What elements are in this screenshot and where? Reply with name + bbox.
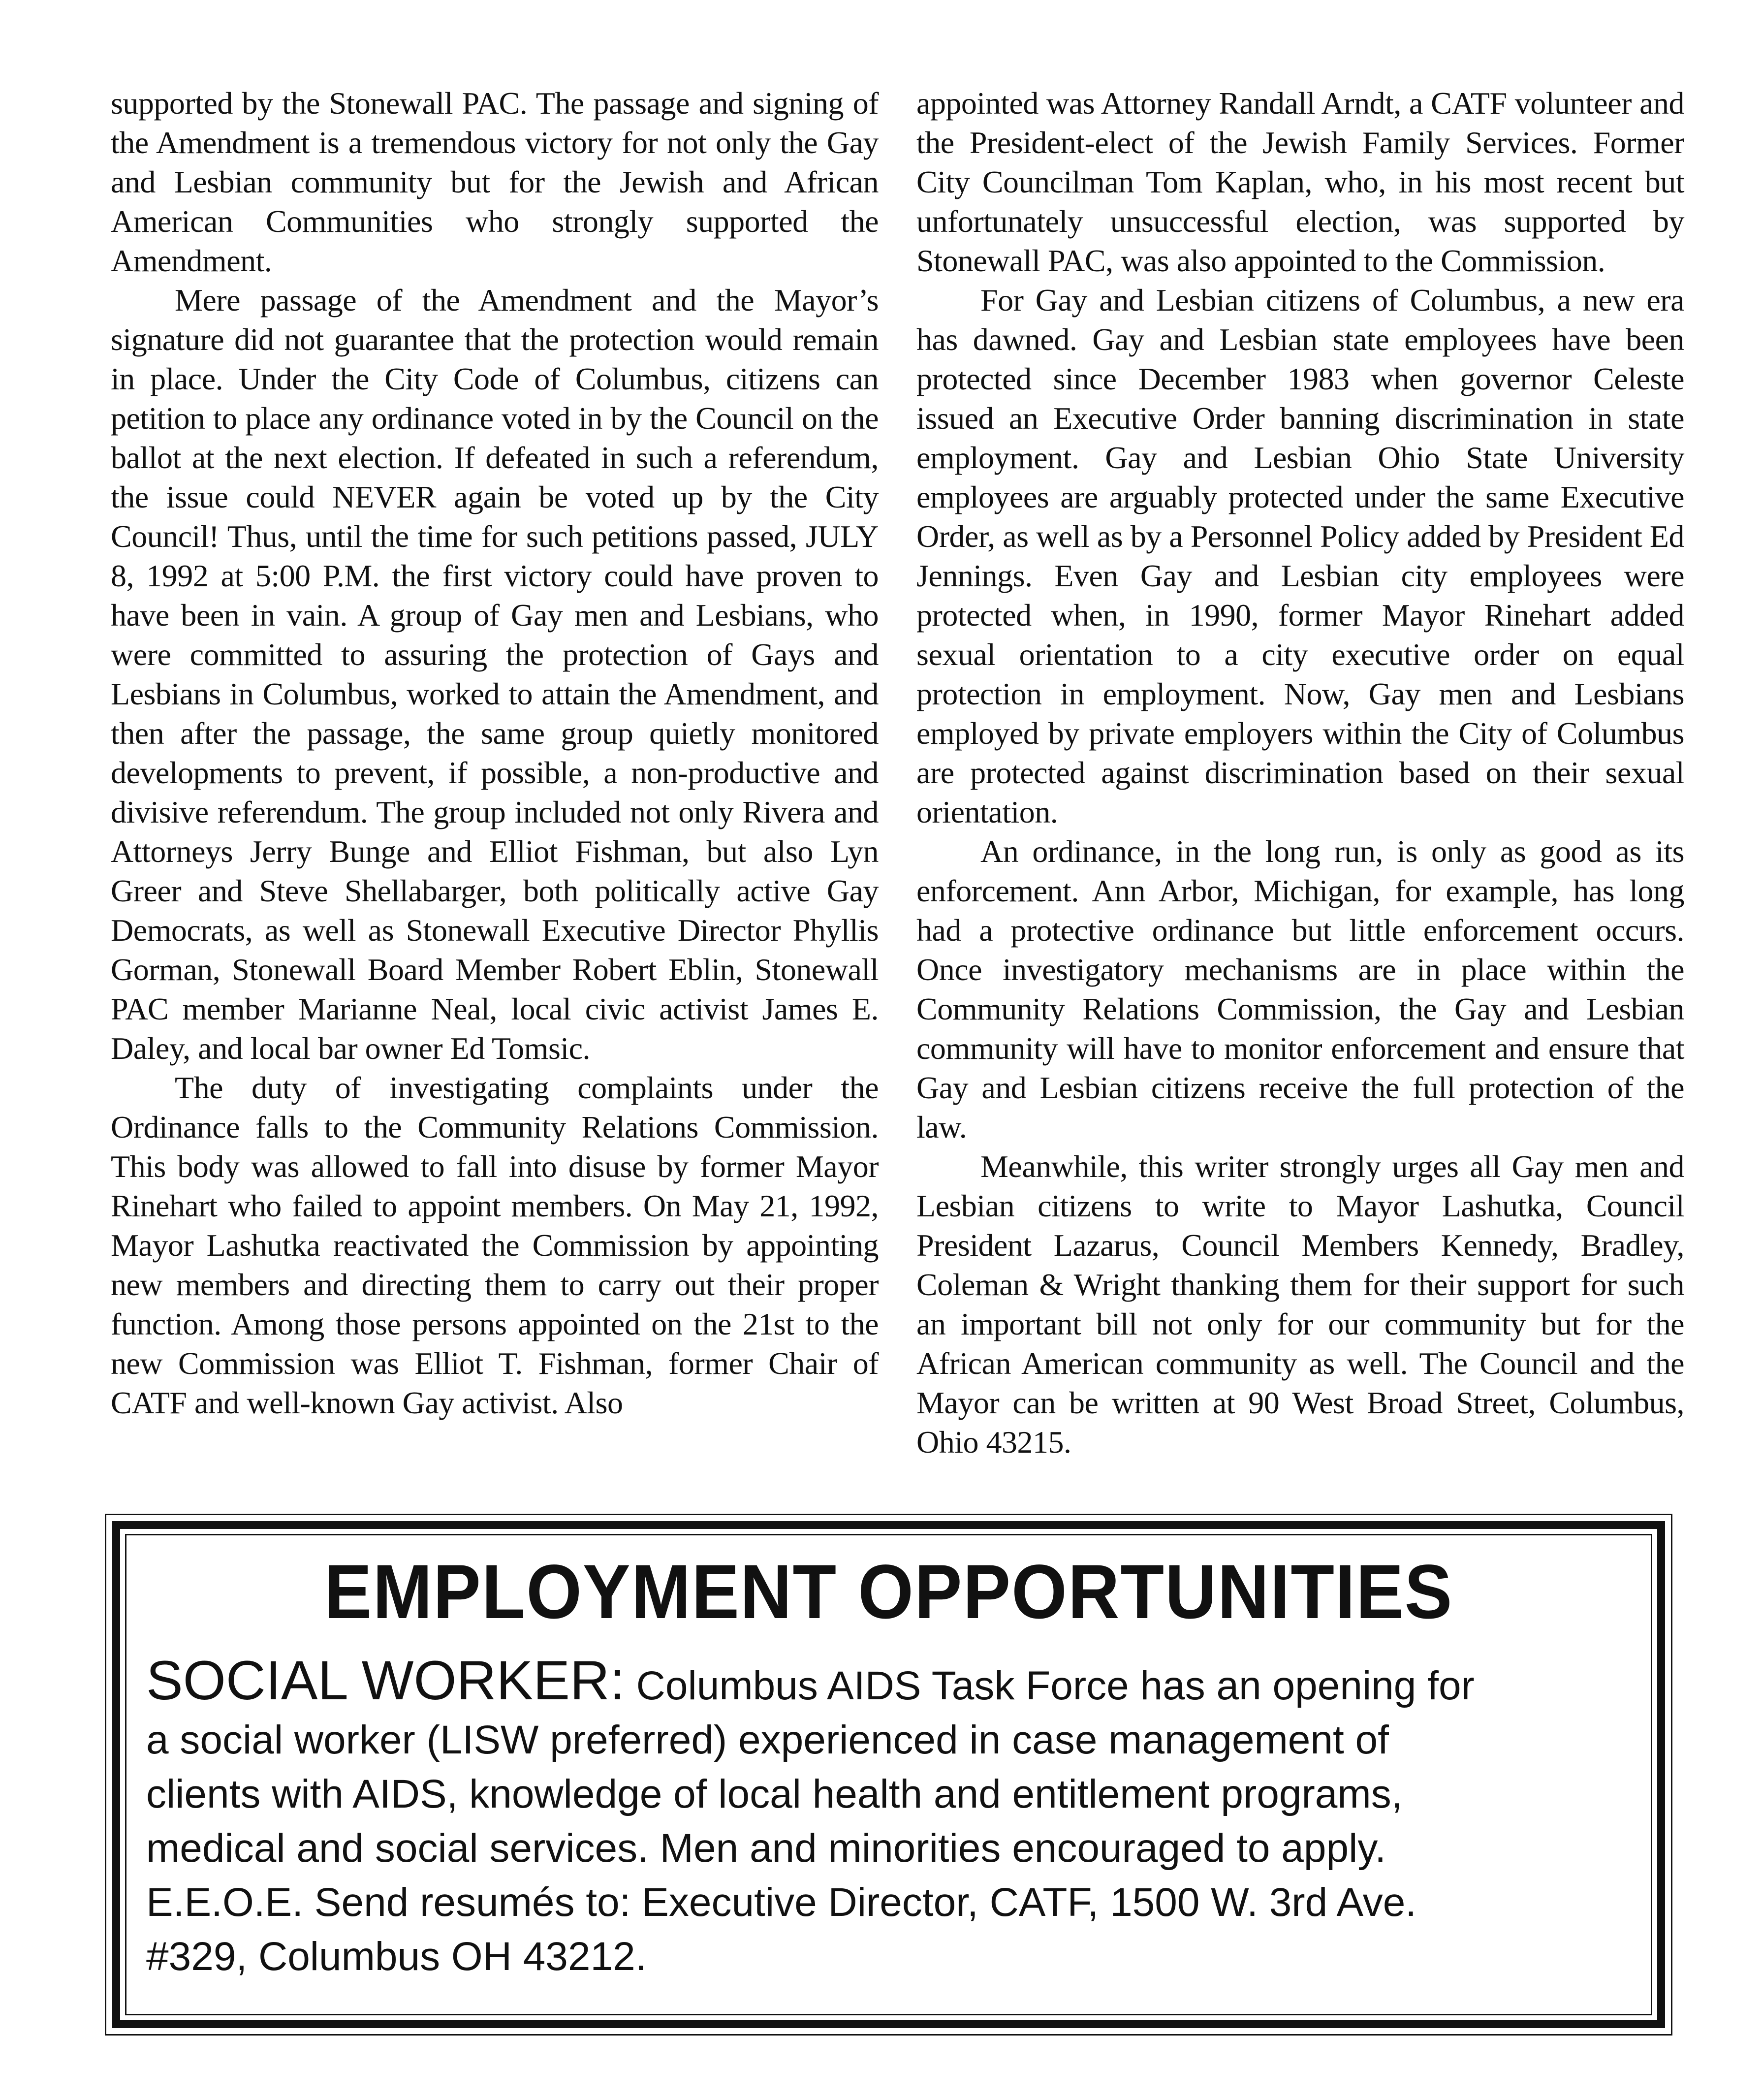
article-paragraph: appointed was Attorney Randall Arndt, a CATF volunteer and the President-elect of the Jewish Family Services. Former City Councilman Tom Kaplan, who, in his most recent but unfortunately unsuccessful election, was supported by Stonewall PAC, was also appointed to the Commission. [916,86,1684,278]
ad-border-inner [125,1534,1652,2015]
article-paragraph: For Gay and Lesbian citizens of Columbus, a new era has dawned. Gay and Lesbian state employees have been protected since December 1983 when governor Celeste issued an Executive Order banning discrimination in state employment. Gay and Lesbian Ohio State University employees are arguably protected under the same Executive Order, as well as by a Personnel Policy added by President Ed Jennings. Even Gay and Lesbian city employees were protected when, in 1990, former Mayor Rinehart added sexual orientation to a city executive order on equal protection in employment. Now, Gay men and Lesbians employed by private employers within the City of Columbus are protected against discrimination based on their sexual orientation. [916,283,1684,829]
article-left-column [111,84,879,1423]
article-paragraph: Mere passage of the Amendment and the Mayor’s signature did not guarantee that the protection would remain in place. Under the City Code of Columbus, citizens can petition to place any ordinance voted in by the Council on the ballot at the next election. If defeated in such a referendum, the issue could NEVER again be voted up by the City Council! Thus, until the time for such petitions passed, JULY 8, 1992 at 5:00 P.M. the first victory could have proven to have been in vain. A group of Gay men and Lesbians, who were committed to assuring the protection of Gays and Lesbians in Columbus, worked to attain the Amendment, and then after the passage, the same group quietly monitored developments to prevent, if possible, a non-productive and divisive referendum. The group included not only Rivera and Attorneys Jerry Bunge and Elliot Fishman, but also Lyn Greer and Steve Shellabarger, both politically active Gay Democrats, as well as Stonewall Executive Director Phyllis Gorman, Stonewall Board Member Robert Eblin, Stonewall PAC member Marianne Neal, local civic activist James E. Daley, and local bar owner Ed Tomsic. [111,283,879,1066]
ad-line [146,1650,1641,1713]
article-paragraph: An ordinance, in the long run, is only as good as its enforcement. Ann Arbor, Michigan, for example, has long had a protective ordinance but little enforcement occurs. Once investigatory mechanisms are in place within the Community Relations Commission, the Gay and Lesbian community will have to monitor enforcement and ensure that Gay and Lesbian citizens receive the full protection of the law. [916,834,1684,1145]
article-right-column [916,84,1684,1462]
job-heading: SOCIAL WORKER: [146,1650,625,1711]
employment-ad-box [105,1514,1672,2036]
ad-line-text: Columbus AIDS Task Force has an opening for [625,1663,1475,1708]
ad-line: E.E.O.E. Send resumés to: Executive Director, CATF, 1500 W. 3rd Ave. [146,1880,1417,1925]
ad-line: #329, Columbus OH 43212. [146,1934,647,1979]
ad-title: EMPLOYMENT OPPORTUNITIES [324,1549,1453,1635]
article-paragraph: supported by the Stonewall PAC. The passage and signing of the Amendment is a tremendous victory for not only the Gay and Lesbian community but for the Jewish and African American Communities who strongly supported the Amendment. [111,86,879,278]
ad-line: clients with AIDS, knowledge of local health and entitlement programs, [146,1772,1403,1816]
article-paragraph: The duty of investigating complaints under the Ordinance falls to the Community Relations Commission. This body was allowed to fall into disuse by former Mayor Rinehart who failed to appoint members. On May 21, 1992, Mayor Lashutka reactivated the Commission by appointing new members and directing them to carry out their proper function. Among those persons appointed on the 21st to the new Commission was Elliot T. Fishman, former Chair of CATF and well-known Gay activist. Also [111,1070,879,1420]
ad-body [146,1650,1641,1984]
article-paragraph: Meanwhile, this writer strongly urges all Gay men and Lesbian citizens to write to Mayor Lashutka, Council President Lazarus, Council Members Kennedy, Bradley, Coleman & Wright thanking them for their support for such an important bill not only for our community but for the African American community as well. The Council and the Mayor can be written at 90 West Broad Street, Columbus, Ohio 43215. [916,1149,1684,1460]
ad-line: a social worker (LISW preferred) experienced in case management of [146,1718,1389,1762]
ad-border-thick [112,1521,1665,2028]
ad-line: medical and social services. Men and minorities encouraged to apply. [146,1826,1386,1871]
